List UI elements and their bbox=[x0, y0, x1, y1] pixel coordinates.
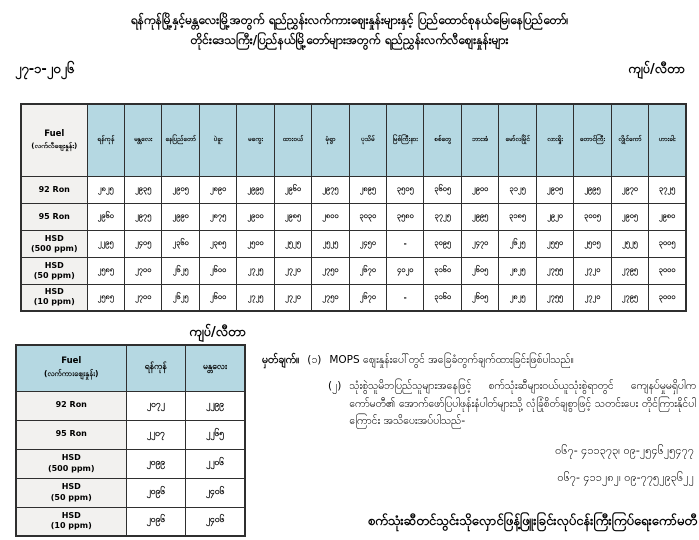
price-cell: ၃၀၉၅ bbox=[424, 230, 461, 257]
price-cell: ၂၂၉၅ bbox=[87, 230, 124, 257]
price-cell: ၂၈၇၅ bbox=[199, 203, 236, 230]
price-cell: ၂၆၂၅ bbox=[162, 284, 199, 311]
city-column-header: ရန်ကုန် bbox=[87, 104, 124, 176]
price-cell: ၂၅၀၀ bbox=[237, 230, 274, 257]
wholesale-price-row bbox=[16, 391, 245, 420]
price-cell: ၂၉၀၅ bbox=[611, 203, 648, 230]
price-cell: ၂၉၆၀ bbox=[274, 176, 311, 203]
price-cell: ၂၆၇၀ bbox=[349, 257, 386, 284]
price-cell: ၂၇၀၀ bbox=[124, 257, 161, 284]
contact-phones bbox=[262, 438, 696, 491]
price-cell: ၂၇၂၀ bbox=[574, 284, 611, 311]
price-cell: ၂၈၂၅ bbox=[87, 176, 124, 203]
price-cell: ၃၅၀၅ bbox=[387, 176, 424, 203]
wholesale-price-row bbox=[16, 420, 245, 449]
price-cell: ၂၉၉၅ bbox=[574, 176, 611, 203]
city-column-header: ပဲခူး bbox=[199, 104, 236, 176]
city-column-header: စစ်တွေ bbox=[424, 104, 461, 176]
price-cell: ၂၉၈၀ bbox=[649, 203, 686, 230]
price-cell: ၂၆၀၅ bbox=[461, 284, 498, 311]
price-cell: ၂၅၈၅ bbox=[87, 257, 124, 284]
city-column-header: မော်လမြိုင် bbox=[499, 104, 536, 176]
wholesale-fuel-type-label: HSD (50 ppm) bbox=[16, 478, 126, 507]
wholesale-price-cell: ၂၀၉၉ bbox=[126, 449, 186, 478]
notes-label: မှတ်ချက်။ bbox=[262, 354, 300, 366]
fuel-type-label: 92 Ron bbox=[21, 176, 87, 203]
city-column-header: မုံရွာ bbox=[312, 104, 349, 176]
price-cell: ၂၈၀၀ bbox=[312, 203, 349, 230]
fuel-column-header bbox=[21, 104, 87, 176]
price-cell: ၂၆၀၅ bbox=[461, 257, 498, 284]
price-cell: ၂၈၉၀ bbox=[199, 176, 236, 203]
retail-price-row bbox=[21, 203, 686, 230]
fuel-type-label: HSD (10 ppm) bbox=[21, 284, 87, 311]
price-cell: ၂၉၇၅ bbox=[124, 203, 161, 230]
meta-row bbox=[0, 51, 699, 84]
price-cell: ၃၇၂၅ bbox=[424, 203, 461, 230]
fuel-type-label: HSD (50 ppm) bbox=[21, 257, 87, 284]
price-cell: ၂၅၀၅ bbox=[574, 230, 611, 257]
price-cell: ၃၀၀၀ bbox=[649, 284, 686, 311]
unit-label-wholesale: ကျပ်/လီတာ bbox=[189, 325, 246, 340]
price-cell: ၂၇၉၅ bbox=[611, 257, 648, 284]
price-cell: ၂၄၅၀ bbox=[349, 230, 386, 257]
price-cell: ၂၈၂၅ bbox=[499, 257, 536, 284]
price-cell: ၂၆၂၅ bbox=[162, 257, 199, 284]
price-cell: ၂၉၇၀ bbox=[611, 176, 648, 203]
price-cell: ၃၀၃၀ bbox=[349, 203, 386, 230]
date-label: ၂၇-၁-၂၀၂၆ bbox=[15, 61, 75, 77]
price-cell: ၂၇၅၅ bbox=[536, 257, 573, 284]
price-cell: ၃၁၆၀ bbox=[424, 257, 461, 284]
retail-price-table bbox=[20, 103, 687, 312]
wholesale-price-cell: ၂၀၇၂ bbox=[126, 391, 186, 420]
title-line-2: တိုင်းဒေသကြီး/ပြည်နယ်မြို့တော်များအတွက် ရည်ညွှန်းလက်လီဈေးနှုန်းများ bbox=[190, 33, 509, 48]
price-cell: ၂၉၉၅ bbox=[461, 203, 498, 230]
price-cell: - bbox=[387, 284, 424, 311]
price-cell: ၂၇၅၀ bbox=[312, 284, 349, 311]
price-cell: ၂၈၉၅ bbox=[349, 176, 386, 203]
retail-table-header-row bbox=[21, 104, 686, 176]
price-cell: ၂၆၇၀ bbox=[349, 284, 386, 311]
city-column-header: မကွေး bbox=[237, 104, 274, 176]
price-cell: ၂၄၇၀ bbox=[461, 230, 498, 257]
retail-price-row bbox=[21, 284, 686, 311]
notes-section bbox=[262, 352, 696, 491]
wholesale-table-header-row bbox=[16, 345, 245, 391]
wholesale-fuel-column-header bbox=[16, 345, 126, 391]
wholesale-fuel-header-text: Fuel bbox=[61, 356, 82, 367]
price-cell: ၃၀၀၅ bbox=[649, 230, 686, 257]
price-cell: ၂၇၂၀ bbox=[574, 257, 611, 284]
price-cell: ၂၆၀၀ bbox=[199, 284, 236, 311]
price-cell: ၃၀၀၅ bbox=[574, 203, 611, 230]
wholesale-price-cell: ၂၄၀၆ bbox=[186, 507, 246, 536]
retail-price-row bbox=[21, 230, 686, 257]
price-cell: ၃၁၆၀ bbox=[424, 284, 461, 311]
price-cell: ၂၇၅၅ bbox=[536, 284, 573, 311]
wholesale-price-cell: ၂၀၉၆ bbox=[126, 507, 186, 536]
wholesale-price-row bbox=[16, 507, 245, 536]
price-cell: ၂၅၈၅ bbox=[87, 284, 124, 311]
note-1-number: (၁) bbox=[307, 354, 322, 366]
price-cell: ၂၃၈၅ bbox=[199, 230, 236, 257]
price-cell: ၃၆၀၅ bbox=[424, 176, 461, 203]
city-column-header: နေပြည်တော် bbox=[162, 104, 199, 176]
fuel-subheader-text: (လက်လီဈေးနှုန်း) bbox=[31, 141, 78, 150]
price-cell: ၂၉၀၀ bbox=[237, 203, 274, 230]
price-cell: ၂၅၂၅ bbox=[312, 230, 349, 257]
wholesale-price-cell: ၂၂၆၅ bbox=[186, 420, 246, 449]
retail-price-row bbox=[21, 176, 686, 203]
wholesale-price-cell: ၂၄၀၆ bbox=[186, 478, 246, 507]
price-cell: ၂၈၂၅ bbox=[499, 284, 536, 311]
city-column-header: မန္တလေး bbox=[124, 104, 161, 176]
price-cell: ၂၇၉၅ bbox=[611, 284, 648, 311]
price-cell: ၂၉၀၅ bbox=[162, 176, 199, 203]
price-cell: ၂၄၀၅ bbox=[124, 230, 161, 257]
price-cell: ၂၉၉၅ bbox=[237, 176, 274, 203]
price-cell: ၂၉၉၀ bbox=[162, 203, 199, 230]
price-cell: ၂၇၀၀ bbox=[124, 284, 161, 311]
city-column-header: ဘားအံ bbox=[461, 104, 498, 176]
price-cell: ၂၉၃၅ bbox=[124, 176, 161, 203]
city-column-header: ပုသိမ် bbox=[349, 104, 386, 176]
wholesale-price-table bbox=[15, 344, 246, 537]
price-cell: ၃၁၂၅ bbox=[499, 176, 536, 203]
price-cell: ၂၇၅၀ bbox=[312, 257, 349, 284]
price-cell: ၂၅၂၅ bbox=[274, 230, 311, 257]
wholesale-fuel-type-label: HSD (10 ppm) bbox=[16, 507, 126, 536]
price-cell: ၂၉၀၅ bbox=[536, 176, 573, 203]
price-cell: ၂၉၀၀ bbox=[461, 176, 498, 203]
wholesale-price-row bbox=[16, 478, 245, 507]
price-cell: ၂၉၈၅ bbox=[274, 203, 311, 230]
price-cell: ၃၇၂၅ bbox=[649, 176, 686, 203]
price-cell: ၃၀၀၀ bbox=[649, 257, 686, 284]
price-cell: ၂၃၆၀ bbox=[162, 230, 199, 257]
price-cell: ၂၉၂၀ bbox=[536, 203, 573, 230]
price-cell: ၂၆၂၅ bbox=[499, 230, 536, 257]
wholesale-price-cell: ၂၂၉၉ bbox=[186, 391, 246, 420]
note-2-text: သုံးစွဲသူမိဘပြည်သူများအနေဖြင့် စက်သုံးဆီများဝယ်ယူသုံးစွဲရာတွင် ကျေနပ်မှုမရှိပါက ကော်မတီ၏ အောက်ဖော်ပြပါဖုန်းနံပါတ်များသို့ လုံခြုံစိတ်ချစွာဖြင့် သတင်းပေး တိုင်ကြားနိုင်ပါကြောင်း အသိပေးအပ်ပါသည်- bbox=[349, 380, 696, 427]
price-cell: ၂၉၆၀ bbox=[87, 203, 124, 230]
price-cell: ၂၇၂၀ bbox=[274, 284, 311, 311]
phone-line-1: ၀၆၇- ၄၁၁၃၇၃၊ ၀၉-၂၅၄၆၂၅၄၇၇ bbox=[555, 444, 694, 458]
wholesale-price-row bbox=[16, 449, 245, 478]
price-cell: ၂၅၅၀ bbox=[536, 230, 573, 257]
note-2-number: (၂) bbox=[328, 380, 342, 393]
price-cell: ၂၆၀၀ bbox=[199, 257, 236, 284]
note-item-2 bbox=[262, 378, 696, 430]
title-line-1: ရန်ကုန်မြို့နှင့်မန္တလေးမြို့အတွက် ရည်ညွှန်းလက်ကားဈေးနှုန်းများနှင့် ပြည်ထောင်စုနယ်မြေ၊နေပြည်တော်၊ bbox=[130, 13, 569, 27]
fuel-header-text: Fuel bbox=[44, 128, 65, 139]
fuel-type-label: HSD (500 ppm) bbox=[21, 230, 87, 257]
wholesale-fuel-subheader-text: (လက်ကားဈေးနှုန်း) bbox=[44, 369, 99, 379]
wholesale-fuel-type-label: 95 Ron bbox=[16, 420, 126, 449]
wholesale-price-cell: ၂၂၀၇ bbox=[126, 420, 186, 449]
city-column-header: လားရှိုး bbox=[536, 104, 573, 176]
price-cell: - bbox=[387, 230, 424, 257]
wholesale-price-cell: ၂၂၀၆ bbox=[186, 449, 246, 478]
wholesale-price-cell: ၂၀၉၆ bbox=[126, 478, 186, 507]
price-cell: ၂၅၂၅ bbox=[611, 230, 648, 257]
unit-label-retail: ကျပ်/လီတာ bbox=[628, 61, 685, 77]
retail-price-row bbox=[21, 257, 686, 284]
price-cell: ၂၇၂၅ bbox=[237, 257, 274, 284]
price-cell: ၂၇၂၀ bbox=[274, 257, 311, 284]
city-column-header: လွိုင်ကော် bbox=[611, 104, 648, 176]
price-cell: ၄၀၂၀ bbox=[387, 257, 424, 284]
price-cell: ၃၅၈၀ bbox=[387, 203, 424, 230]
phone-line-2: ၀၆၇- ၄၁၁၂၈၂၊ ၀၉-၇၇၅၂၉၃၆၂၂ bbox=[557, 470, 694, 484]
page-title bbox=[0, 0, 699, 51]
wholesale-city-column-header: မန္တလေး bbox=[186, 345, 246, 391]
wholesale-fuel-type-label: 92 Ron bbox=[16, 391, 126, 420]
city-column-header: တောင်ကြီး bbox=[574, 104, 611, 176]
price-cell: ၂၉၇၅ bbox=[312, 176, 349, 203]
note-item-1 bbox=[262, 352, 696, 369]
fuel-type-label: 95 Ron bbox=[21, 203, 87, 230]
city-column-header: ထားဝယ် bbox=[274, 104, 311, 176]
note-1-text: MOPS ဈေးနှုန်းပေါ်တွင် အခြေခံတွက်ချက်ထားခြင်းဖြစ်ပါသည်။ bbox=[329, 354, 574, 366]
price-cell: ၃၁၈၅ bbox=[499, 203, 536, 230]
wholesale-city-column-header: ရန်ကုန် bbox=[126, 345, 186, 391]
wholesale-fuel-type-label: HSD (500 ppm) bbox=[16, 449, 126, 478]
price-cell: ၂၇၂၅ bbox=[237, 284, 274, 311]
city-column-header: ဟားခါး bbox=[649, 104, 686, 176]
city-column-header: မြစ်ကြီးနား bbox=[387, 104, 424, 176]
committee-name: စက်သုံးဆီတင်သွင်းသိုလှောင်ဖြန့်ဖြူးခြင်းလုပ်ငန်းကြီးကြပ်ရေးကော်မတီ bbox=[367, 514, 697, 529]
